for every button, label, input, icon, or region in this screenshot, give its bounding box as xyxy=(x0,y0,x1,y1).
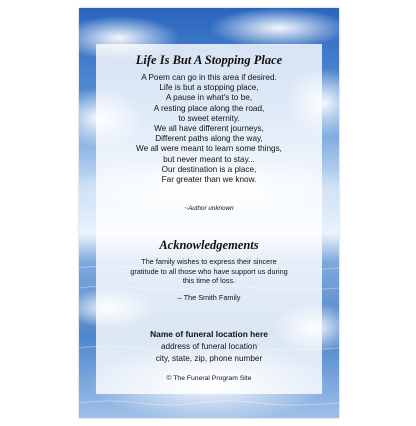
acknowledgements-line: this time of loss. xyxy=(182,276,236,286)
poem-author: ~Author unknown xyxy=(184,205,234,212)
poem-line: We all were meant to learn some things, xyxy=(136,144,282,154)
acknowledgements-heading: Acknowledgements xyxy=(159,238,259,252)
acknowledgements-line: The family wishes to express their sincere xyxy=(141,257,277,266)
funeral-program-page xyxy=(79,8,339,418)
poem-line: to sweet eternity. xyxy=(178,113,240,123)
poem-line: A pause in what's to be, xyxy=(165,93,253,103)
location-address: address of funeral location xyxy=(160,342,258,351)
poem-line: but never meant to stay... xyxy=(163,154,255,164)
location-name: Name of funeral location here xyxy=(150,329,268,339)
acknowledgements-signature: – The Smith Family xyxy=(177,293,241,302)
poem-title: Life Is But A Stopping Place xyxy=(135,53,283,67)
acknowledgements-line: gratitude to all those who have support us during xyxy=(130,266,288,276)
poem-line: Life is but a stopping place, xyxy=(159,83,259,93)
poem-body xyxy=(96,73,322,185)
copyright-text: © The Funeral Program Site xyxy=(166,375,252,382)
poem-line: A resting place along the road, xyxy=(153,103,265,113)
text-panel xyxy=(96,44,322,394)
poem-line: Different paths along the way, xyxy=(155,134,263,144)
poem-line: We all have different journeys, xyxy=(154,124,264,134)
acknowledgements-text xyxy=(96,257,322,286)
poem-line: Our destination is a place, xyxy=(161,164,257,174)
poem-line: Far greater than we know. xyxy=(161,175,257,185)
poem-line: A Poem can go in this area if desired. xyxy=(141,73,277,82)
location-city-line: city, state, zip, phone number xyxy=(155,354,263,363)
